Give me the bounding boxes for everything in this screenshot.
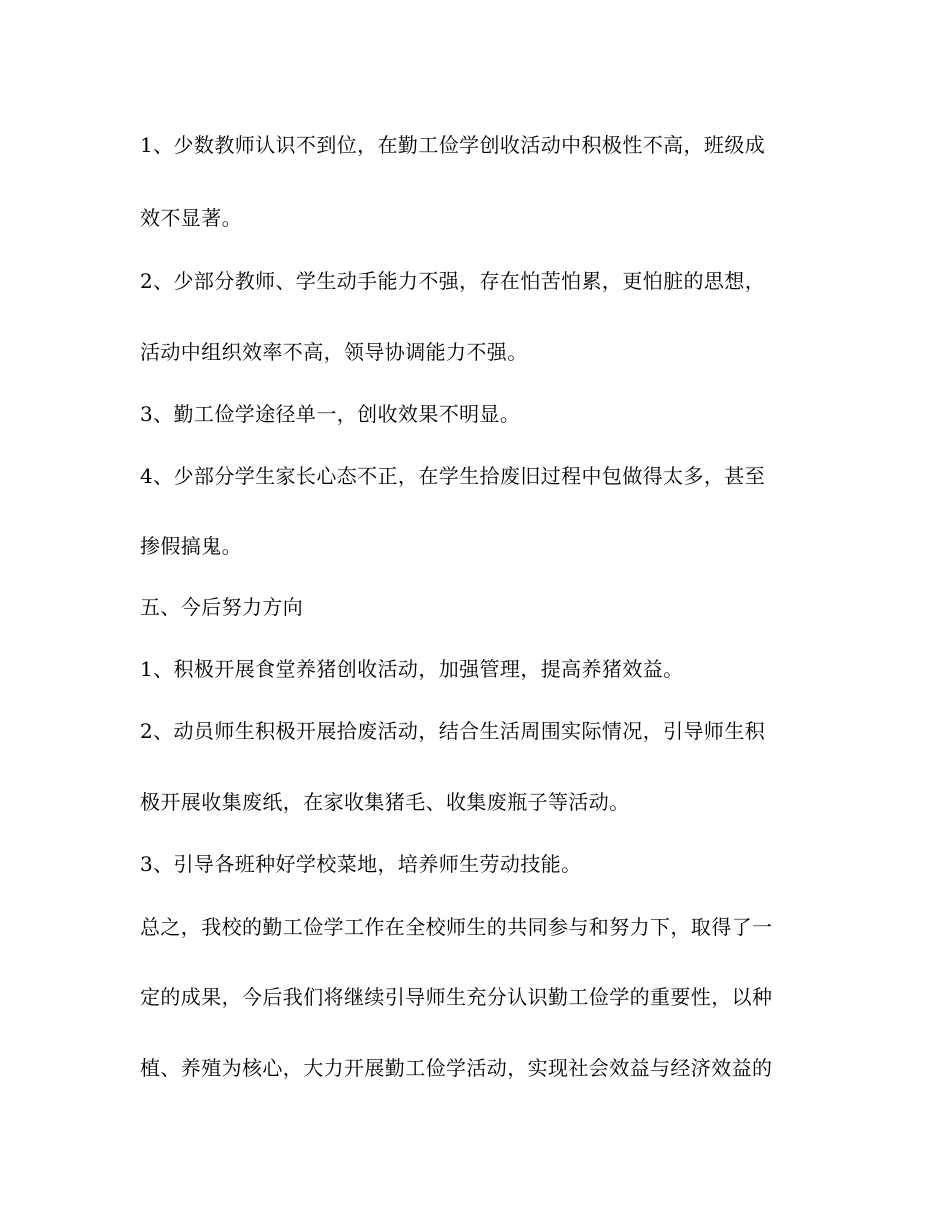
text-line: 总之，我校的勤工俭学工作在全校师生的共同参与和努力下，取得了一 bbox=[140, 915, 773, 939]
text-line: 2、动员师生积极开展拾废活动，结合生活周围实际情况，引导师生积 bbox=[140, 719, 766, 743]
text-line: 活动中组织效率不高，领导协调能力不强。 bbox=[140, 340, 528, 364]
text-line: 3、引导各班种好学校菜地，培养师生劳动技能。 bbox=[140, 852, 582, 876]
text-line: 植、养殖为核心，大力开展勤工俭学活动，实现社会效益与经济效益的 bbox=[140, 1056, 773, 1080]
text-line: 4、少部分学生家长心态不正，在学生拾废旧过程中包做得太多，甚至 bbox=[140, 464, 766, 488]
text-line: 极开展收集废纸，在家收集猪毛、收集废瓶子等活动。 bbox=[140, 790, 630, 814]
text-line: 定的成果，今后我们将继续引导师生充分认识勤工俭学的重要性，以种 bbox=[140, 985, 773, 1009]
text-line: 1、积极开展食堂养猪创收活动，加强管理，提高养猪效益。 bbox=[140, 657, 684, 681]
text-line: 掺假搞鬼。 bbox=[140, 534, 242, 558]
text-line: 效不显著。 bbox=[140, 206, 242, 230]
text-line: 3、勤工俭学途径单一，创收效果不明显。 bbox=[140, 402, 521, 426]
text-line: 2、少部分教师、学生动手能力不强，存在怕苦怕累，更怕脏的思想， bbox=[140, 269, 766, 293]
section-heading: 五、今后努力方向 bbox=[140, 595, 304, 619]
text-line: 1、少数教师认识不到位，在勤工俭学创收活动中积极性不高，班级成 bbox=[140, 133, 766, 157]
